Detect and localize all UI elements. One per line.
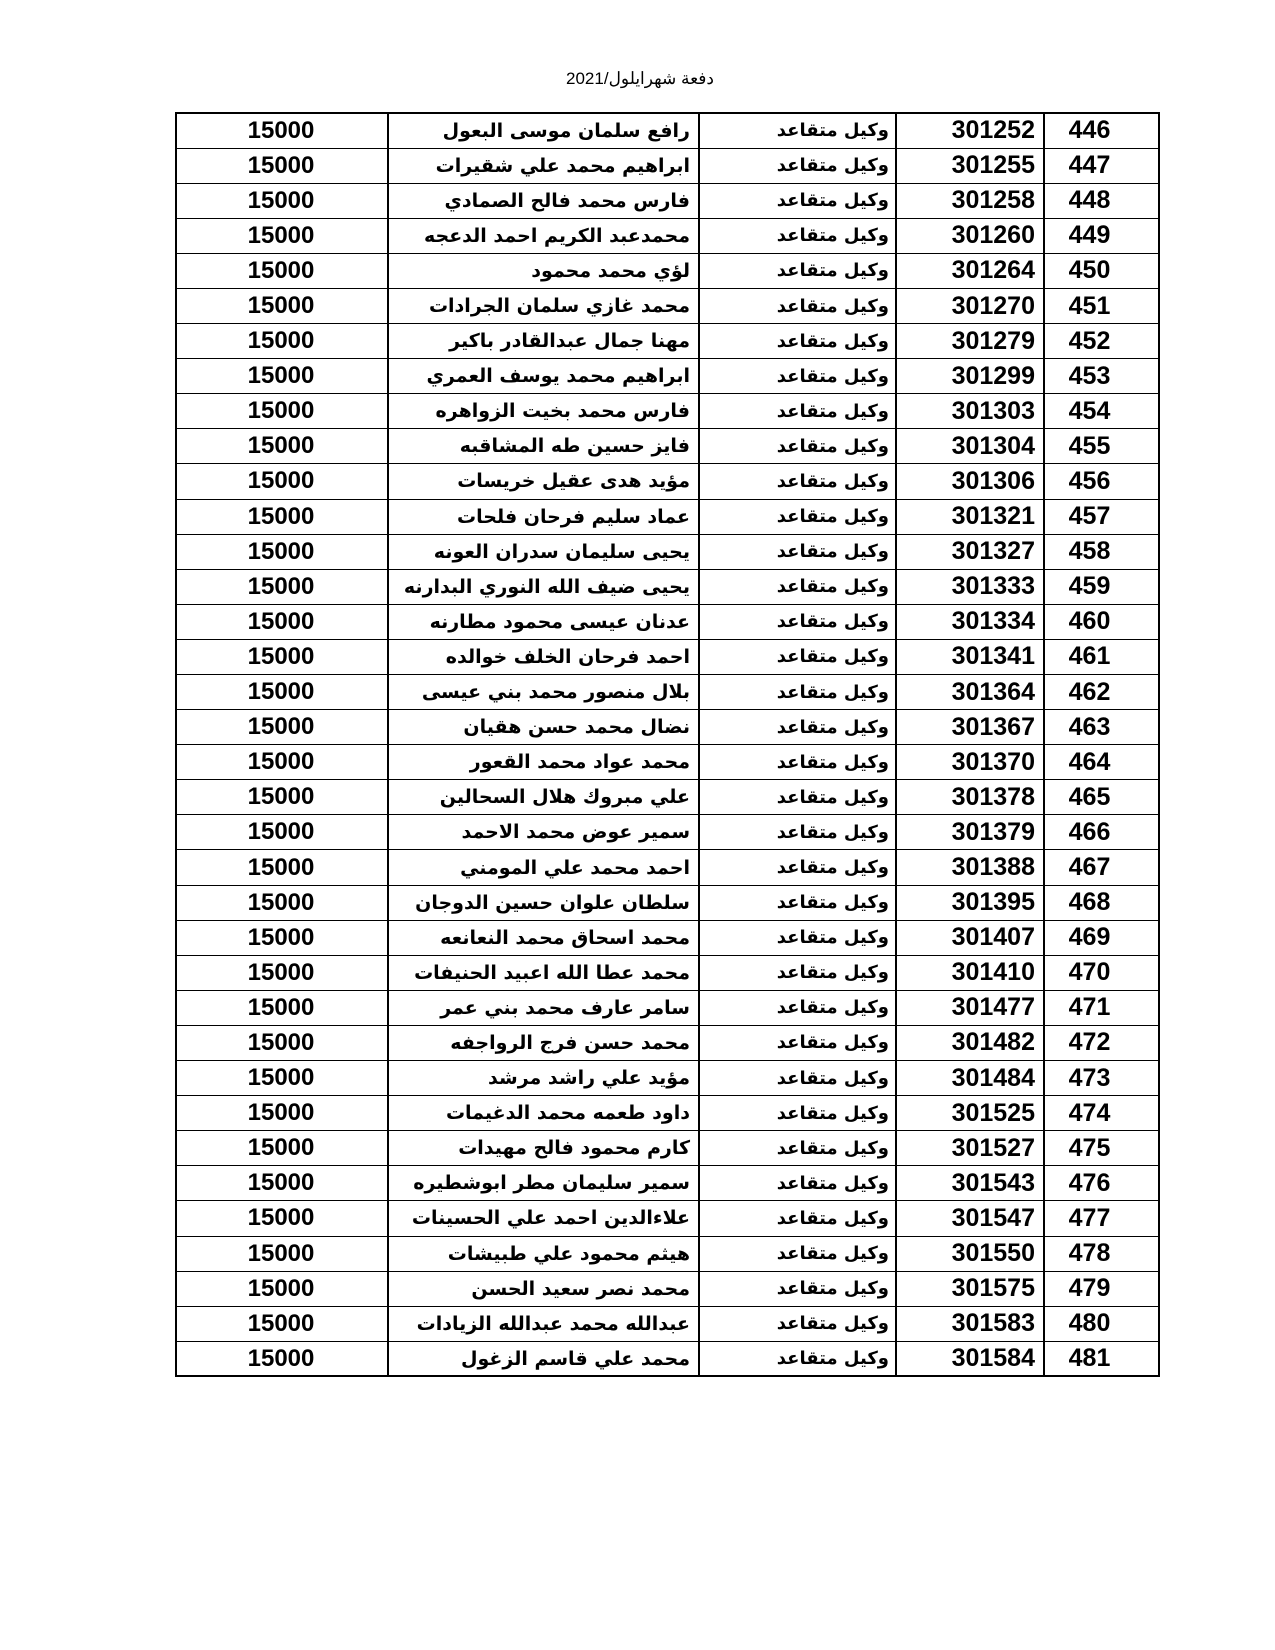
table-row <box>176 218 1159 253</box>
role-cell: وكيل متقاعد <box>699 464 896 499</box>
amount-cell: 15000 <box>176 569 388 604</box>
table-row <box>176 1061 1159 1096</box>
seq-cell: 453 <box>1044 359 1159 394</box>
amount-cell: 15000 <box>176 1341 388 1376</box>
role-cell: وكيل متقاعد <box>699 815 896 850</box>
seq-cell: 457 <box>1044 499 1159 534</box>
amount-cell: 15000 <box>176 183 388 218</box>
role-cell: وكيل متقاعد <box>699 324 896 359</box>
amount-cell: 15000 <box>176 1025 388 1060</box>
table-row <box>176 1236 1159 1271</box>
table-row <box>176 464 1159 499</box>
table-row <box>176 113 1159 148</box>
role-cell: وكيل متقاعد <box>699 1306 896 1341</box>
amount-cell: 15000 <box>176 604 388 639</box>
name-cell: احمد فرحان الخلف خوالده <box>388 639 699 674</box>
name-cell: مؤيد علي راشد مرشد <box>388 1061 699 1096</box>
name-cell: علي مبروك هلال السحالين <box>388 780 699 815</box>
page-title: دفعة شهرايلول/2021 <box>566 69 714 88</box>
id-cell: 301370 <box>896 745 1044 780</box>
seq-cell: 448 <box>1044 183 1159 218</box>
table-row <box>176 394 1159 429</box>
role-cell: وكيل متقاعد <box>699 990 896 1025</box>
seq-cell: 467 <box>1044 850 1159 885</box>
role-cell: وكيل متقاعد <box>699 710 896 745</box>
seq-cell: 449 <box>1044 218 1159 253</box>
id-cell: 301367 <box>896 710 1044 745</box>
name-cell: فايز حسين طه المشاقبه <box>388 429 699 464</box>
name-cell: رافع سلمان موسى البعول <box>388 113 699 148</box>
amount-cell: 15000 <box>176 359 388 394</box>
amount-cell: 15000 <box>176 745 388 780</box>
role-cell: وكيل متقاعد <box>699 639 896 674</box>
id-cell: 301270 <box>896 288 1044 323</box>
role-cell: وكيل متقاعد <box>699 394 896 429</box>
table-row <box>176 885 1159 920</box>
table-row <box>176 920 1159 955</box>
id-cell: 301258 <box>896 183 1044 218</box>
amount-cell: 15000 <box>176 1131 388 1166</box>
id-cell: 301584 <box>896 1341 1044 1376</box>
amount-cell: 15000 <box>176 288 388 323</box>
name-cell: يحيى ضيف الله النوري البدارنه <box>388 569 699 604</box>
role-cell: وكيل متقاعد <box>699 218 896 253</box>
seq-cell: 455 <box>1044 429 1159 464</box>
role-cell: وكيل متقاعد <box>699 1341 896 1376</box>
name-cell: نضال محمد حسن هقيان <box>388 710 699 745</box>
table-row <box>176 288 1159 323</box>
role-cell: وكيل متقاعد <box>699 1096 896 1131</box>
amount-cell: 15000 <box>176 815 388 850</box>
role-cell: وكيل متقاعد <box>699 113 896 148</box>
id-cell: 301410 <box>896 955 1044 990</box>
table-row <box>176 534 1159 569</box>
id-cell: 301341 <box>896 639 1044 674</box>
role-cell: وكيل متقاعد <box>699 1271 896 1306</box>
amount-cell: 15000 <box>176 1306 388 1341</box>
id-cell: 301477 <box>896 990 1044 1025</box>
table-row <box>176 675 1159 710</box>
seq-cell: 470 <box>1044 955 1159 990</box>
table-row <box>176 850 1159 885</box>
role-cell: وكيل متقاعد <box>699 148 896 183</box>
id-cell: 301364 <box>896 675 1044 710</box>
table-row <box>176 429 1159 464</box>
table-row <box>176 745 1159 780</box>
role-cell: وكيل متقاعد <box>699 359 896 394</box>
name-cell: مهنا جمال عبدالقادر باكير <box>388 324 699 359</box>
id-cell: 301575 <box>896 1271 1044 1306</box>
table-row <box>176 1201 1159 1236</box>
name-cell: محمد اسحاق محمد النعانعه <box>388 920 699 955</box>
name-cell: فارس محمد فالح الصمادي <box>388 183 699 218</box>
amount-cell: 15000 <box>176 885 388 920</box>
name-cell: محمد نصر سعيد الحسن <box>388 1271 699 1306</box>
seq-cell: 452 <box>1044 324 1159 359</box>
seq-cell: 477 <box>1044 1201 1159 1236</box>
amount-cell: 15000 <box>176 1166 388 1201</box>
name-cell: محمد عواد محمد القعور <box>388 745 699 780</box>
role-cell: وكيل متقاعد <box>699 885 896 920</box>
role-cell: وكيل متقاعد <box>699 429 896 464</box>
table-row <box>176 1131 1159 1166</box>
amount-cell: 15000 <box>176 324 388 359</box>
id-cell: 301482 <box>896 1025 1044 1060</box>
id-cell: 301333 <box>896 569 1044 604</box>
amount-cell: 15000 <box>176 534 388 569</box>
name-cell: داود طعمه محمد الدغيمات <box>388 1096 699 1131</box>
seq-cell: 481 <box>1044 1341 1159 1376</box>
seq-cell: 473 <box>1044 1061 1159 1096</box>
name-cell: ابراهيم محمد علي شقيرات <box>388 148 699 183</box>
seq-cell: 462 <box>1044 675 1159 710</box>
amount-cell: 15000 <box>176 1061 388 1096</box>
seq-cell: 475 <box>1044 1131 1159 1166</box>
id-cell: 301543 <box>896 1166 1044 1201</box>
seq-cell: 472 <box>1044 1025 1159 1060</box>
id-cell: 301379 <box>896 815 1044 850</box>
id-cell: 301525 <box>896 1096 1044 1131</box>
name-cell: سلطان علوان حسين الدوجان <box>388 885 699 920</box>
table-row <box>176 604 1159 639</box>
amount-cell: 15000 <box>176 113 388 148</box>
seq-cell: 464 <box>1044 745 1159 780</box>
name-cell: كارم محمود فالح مهيدات <box>388 1131 699 1166</box>
table-row <box>176 1096 1159 1131</box>
table-row <box>176 183 1159 218</box>
seq-cell: 474 <box>1044 1096 1159 1131</box>
seq-cell: 460 <box>1044 604 1159 639</box>
id-cell: 301321 <box>896 499 1044 534</box>
role-cell: وكيل متقاعد <box>699 1236 896 1271</box>
name-cell: سامر عارف محمد بني عمر <box>388 990 699 1025</box>
id-cell: 301378 <box>896 780 1044 815</box>
id-cell: 301264 <box>896 253 1044 288</box>
name-cell: علاءالدين احمد علي الحسينات <box>388 1201 699 1236</box>
id-cell: 301304 <box>896 429 1044 464</box>
name-cell: محمدعبد الكريم احمد الدعجه <box>388 218 699 253</box>
table-row <box>176 1025 1159 1060</box>
table-row <box>176 1166 1159 1201</box>
id-cell: 301547 <box>896 1201 1044 1236</box>
id-cell: 301255 <box>896 148 1044 183</box>
seq-cell: 459 <box>1044 569 1159 604</box>
amount-cell: 15000 <box>176 1236 388 1271</box>
amount-cell: 15000 <box>176 920 388 955</box>
amount-cell: 15000 <box>176 218 388 253</box>
seq-cell: 478 <box>1044 1236 1159 1271</box>
id-cell: 301550 <box>896 1236 1044 1271</box>
seq-cell: 479 <box>1044 1271 1159 1306</box>
role-cell: وكيل متقاعد <box>699 1131 896 1166</box>
seq-cell: 458 <box>1044 534 1159 569</box>
name-cell: سمير عوض محمد الاحمد <box>388 815 699 850</box>
role-cell: وكيل متقاعد <box>699 1025 896 1060</box>
amount-cell: 15000 <box>176 1096 388 1131</box>
table-row <box>176 1341 1159 1376</box>
role-cell: وكيل متقاعد <box>699 780 896 815</box>
amount-cell: 15000 <box>176 675 388 710</box>
amount-cell: 15000 <box>176 710 388 745</box>
table-row <box>176 569 1159 604</box>
amount-cell: 15000 <box>176 1201 388 1236</box>
amount-cell: 15000 <box>176 1271 388 1306</box>
id-cell: 301334 <box>896 604 1044 639</box>
seq-cell: 476 <box>1044 1166 1159 1201</box>
seq-cell: 456 <box>1044 464 1159 499</box>
table-row <box>176 990 1159 1025</box>
table-row <box>176 955 1159 990</box>
seq-cell: 471 <box>1044 990 1159 1025</box>
seq-cell: 461 <box>1044 639 1159 674</box>
amount-cell: 15000 <box>176 850 388 885</box>
id-cell: 301279 <box>896 324 1044 359</box>
id-cell: 301583 <box>896 1306 1044 1341</box>
name-cell: احمد محمد علي المومني <box>388 850 699 885</box>
role-cell: وكيل متقاعد <box>699 850 896 885</box>
amount-cell: 15000 <box>176 464 388 499</box>
table-row <box>176 324 1159 359</box>
name-cell: يحيى سليمان سدران العونه <box>388 534 699 569</box>
table-row <box>176 1306 1159 1341</box>
table-row <box>176 1271 1159 1306</box>
id-cell: 301484 <box>896 1061 1044 1096</box>
seq-cell: 450 <box>1044 253 1159 288</box>
role-cell: وكيل متقاعد <box>699 604 896 639</box>
id-cell: 301299 <box>896 359 1044 394</box>
name-cell: ابراهيم محمد يوسف العمري <box>388 359 699 394</box>
seq-cell: 468 <box>1044 885 1159 920</box>
role-cell: وكيل متقاعد <box>699 253 896 288</box>
seq-cell: 454 <box>1044 394 1159 429</box>
id-cell: 301303 <box>896 394 1044 429</box>
table-row <box>176 148 1159 183</box>
seq-cell: 466 <box>1044 815 1159 850</box>
name-cell: محمد علي قاسم الزغول <box>388 1341 699 1376</box>
table-row <box>176 359 1159 394</box>
name-cell: لؤي محمد محمود <box>388 253 699 288</box>
amount-cell: 15000 <box>176 955 388 990</box>
table-row <box>176 710 1159 745</box>
amount-cell: 15000 <box>176 394 388 429</box>
amount-cell: 15000 <box>176 780 388 815</box>
table-row <box>176 780 1159 815</box>
seq-cell: 446 <box>1044 113 1159 148</box>
seq-cell: 465 <box>1044 780 1159 815</box>
amount-cell: 15000 <box>176 990 388 1025</box>
name-cell: عبدالله محمد عبدالله الزيادات <box>388 1306 699 1341</box>
role-cell: وكيل متقاعد <box>699 1061 896 1096</box>
seq-cell: 447 <box>1044 148 1159 183</box>
amount-cell: 15000 <box>176 253 388 288</box>
name-cell: محمد حسن فرج الرواجفه <box>388 1025 699 1060</box>
role-cell: وكيل متقاعد <box>699 534 896 569</box>
seq-cell: 469 <box>1044 920 1159 955</box>
payment-table-body <box>176 113 1159 1376</box>
amount-cell: 15000 <box>176 148 388 183</box>
table-row <box>176 815 1159 850</box>
id-cell: 301388 <box>896 850 1044 885</box>
role-cell: وكيل متقاعد <box>699 920 896 955</box>
amount-cell: 15000 <box>176 639 388 674</box>
name-cell: هيثم محمود علي طبيشات <box>388 1236 699 1271</box>
payment-table <box>175 112 1160 1377</box>
seq-cell: 463 <box>1044 710 1159 745</box>
table-row <box>176 253 1159 288</box>
id-cell: 301260 <box>896 218 1044 253</box>
role-cell: وكيل متقاعد <box>699 183 896 218</box>
role-cell: وكيل متقاعد <box>699 569 896 604</box>
id-cell: 301252 <box>896 113 1044 148</box>
name-cell: فارس محمد بخيت الزواهره <box>388 394 699 429</box>
id-cell: 301395 <box>896 885 1044 920</box>
role-cell: وكيل متقاعد <box>699 1166 896 1201</box>
id-cell: 301327 <box>896 534 1044 569</box>
name-cell: بلال منصور محمد بني عيسى <box>388 675 699 710</box>
name-cell: محمد عطا الله اعبيد الحنيفات <box>388 955 699 990</box>
table-row <box>176 639 1159 674</box>
id-cell: 301407 <box>896 920 1044 955</box>
name-cell: عماد سليم فرحان فلحات <box>388 499 699 534</box>
amount-cell: 15000 <box>176 429 388 464</box>
seq-cell: 451 <box>1044 288 1159 323</box>
role-cell: وكيل متقاعد <box>699 675 896 710</box>
role-cell: وكيل متقاعد <box>699 745 896 780</box>
seq-cell: 480 <box>1044 1306 1159 1341</box>
role-cell: وكيل متقاعد <box>699 1201 896 1236</box>
role-cell: وكيل متقاعد <box>699 288 896 323</box>
id-cell: 301306 <box>896 464 1044 499</box>
amount-cell: 15000 <box>176 499 388 534</box>
table-row <box>176 499 1159 534</box>
role-cell: وكيل متقاعد <box>699 499 896 534</box>
name-cell: مؤيد هدى عقيل خريسات <box>388 464 699 499</box>
name-cell: محمد غازي سلمان الجرادات <box>388 288 699 323</box>
name-cell: سمير سليمان مطر ابوشطيره <box>388 1166 699 1201</box>
id-cell: 301527 <box>896 1131 1044 1166</box>
name-cell: عدنان عيسى محمود مطارنه <box>388 604 699 639</box>
role-cell: وكيل متقاعد <box>699 955 896 990</box>
